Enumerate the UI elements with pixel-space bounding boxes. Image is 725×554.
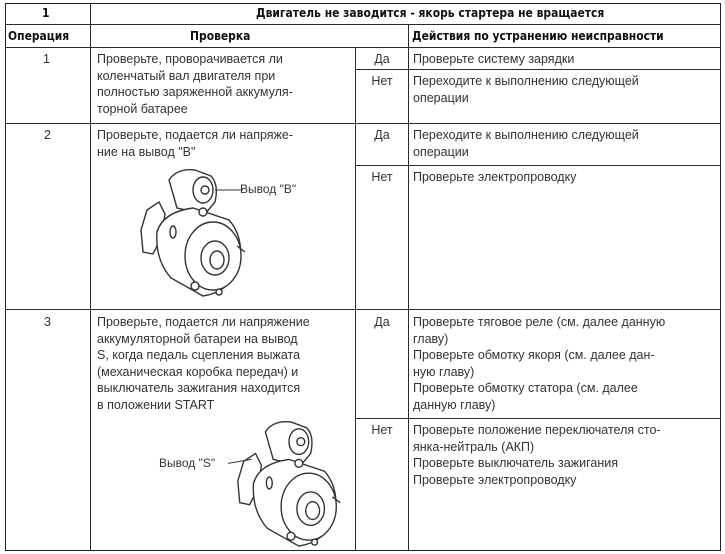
row2-no-label: Нет	[371, 170, 393, 184]
answer-col-divider	[355, 47, 356, 551]
row3-no-label: Нет	[371, 423, 393, 437]
starter-motor-illustration-s	[228, 420, 350, 550]
row2-yes-no-divider	[355, 165, 721, 166]
row1-yes-action: Проверьте систему зарядки	[413, 52, 575, 66]
column-header-operation: Операция	[8, 28, 70, 43]
row1-op: 1	[43, 52, 50, 66]
column-header-check: Проверка	[190, 28, 251, 43]
action-header-divider	[408, 24, 409, 48]
op-col-divider	[90, 3, 91, 551]
terminal-s-label: Вывод "S"	[159, 456, 216, 470]
row2-bottom-line	[5, 309, 721, 310]
starter-motor-illustration-b	[133, 168, 253, 300]
row2-op: 2	[44, 128, 51, 142]
row1-no-label: Нет	[371, 74, 393, 88]
column-header-action: Действия по устранению неисправности	[412, 28, 664, 43]
table-number: 1	[42, 5, 50, 20]
row2-yes-label: Да	[374, 128, 390, 142]
row1-no-action: Переходите к выполнению следующей операции	[413, 74, 639, 105]
row2-no-action: Проверьте электропроводку	[413, 170, 577, 184]
row1-check-text: Проверьте, проворачивается ли коленчатый вал двигателя при полностью заряженной аккумуля- торной батарее	[97, 52, 293, 116]
row1-bottom-line	[5, 123, 721, 124]
terminal-b-label: Вывод "В"	[240, 182, 297, 196]
row3-yes-label: Да	[374, 315, 390, 329]
row3-check-text: Проверьте, подается ли напряжение аккумуляторной батареи на вывод S, когда педаль сцепления выжата (механическая коробка передач) и выключатель зажигания находится в положении START	[97, 315, 310, 412]
row3-yes-action: Проверьте тяговое реле (см. далее данную главу) Проверьте обмотку якоря (см. далее дан- ную главу) Проверьте обмотку статора (см. далее данную главу)	[413, 315, 666, 412]
row2-yes-action: Переходите к выполнению следующей операции	[413, 128, 639, 159]
row3-yes-no-divider	[355, 418, 721, 419]
row1-yes-no-divider	[355, 69, 721, 70]
action-col-divider	[408, 47, 409, 551]
row3-op: 3	[44, 315, 51, 329]
table-title: Двигатель не заводится - якорь стартера не вращается	[256, 5, 605, 20]
row3-no-action: Проверьте положение переключателя сто- янка-нейтраль (АКП) Проверьте выключатель зажигания Проверьте электропроводку	[413, 423, 661, 487]
row2-check-text: Проверьте, подается ли напряже- ние на вывод "В"	[97, 128, 294, 159]
header-bottom-line	[5, 47, 721, 48]
row1-yes-label: Да	[374, 52, 390, 66]
header-divider	[5, 24, 721, 25]
